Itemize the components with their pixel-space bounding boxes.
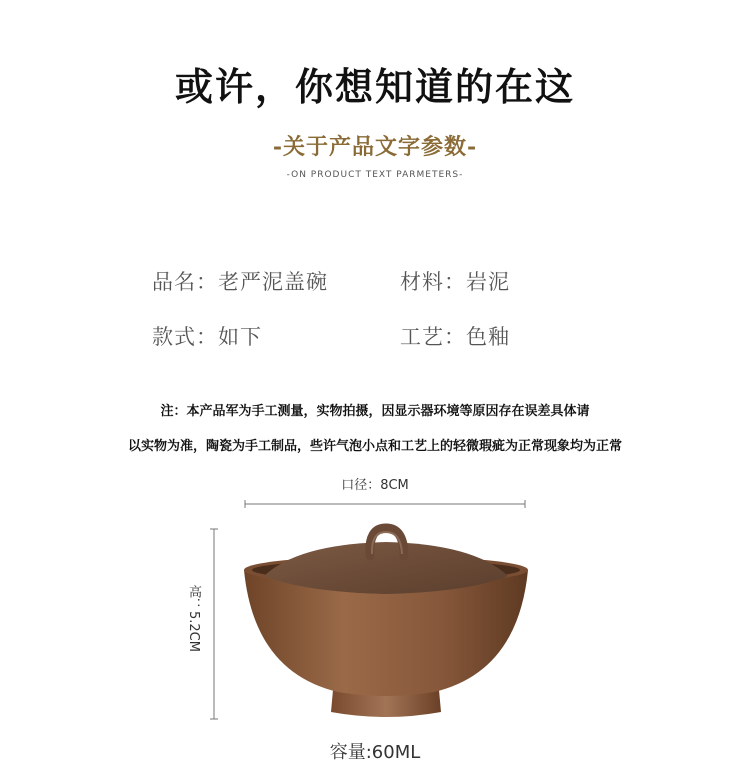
height-dimension-line bbox=[208, 528, 220, 720]
param-craft: 工艺：色釉 bbox=[400, 325, 510, 349]
note-line-2: 以实物为准，陶瓷为手工制品，些许气泡小点和工艺上的轻微瑕疵为正常现象均为正常 bbox=[127, 439, 622, 454]
height-label: 高：5.2CM bbox=[186, 585, 201, 652]
page-title: 或许，你想知道的在这 bbox=[174, 64, 575, 109]
param-product-name: 品名：老严泥盖碗 bbox=[152, 270, 328, 294]
capacity-label: 容量:60ML bbox=[329, 742, 421, 763]
diameter-dimension-line bbox=[244, 498, 526, 510]
note-line-1: 注：本产品军为手工测量，实物拍摄，因显示器环境等原因存在误差具体请 bbox=[160, 404, 590, 419]
lidded-bowl-image bbox=[238, 522, 534, 722]
section-subtitle: -关于产品文字参数- bbox=[272, 134, 478, 160]
diameter-label: 口径：8CM bbox=[341, 478, 409, 493]
section-subtitle-en: -ON PRODUCT TEXT PARMETERS- bbox=[286, 170, 464, 180]
param-material: 材料：岩泥 bbox=[400, 270, 510, 294]
param-style: 款式：如下 bbox=[152, 325, 262, 349]
